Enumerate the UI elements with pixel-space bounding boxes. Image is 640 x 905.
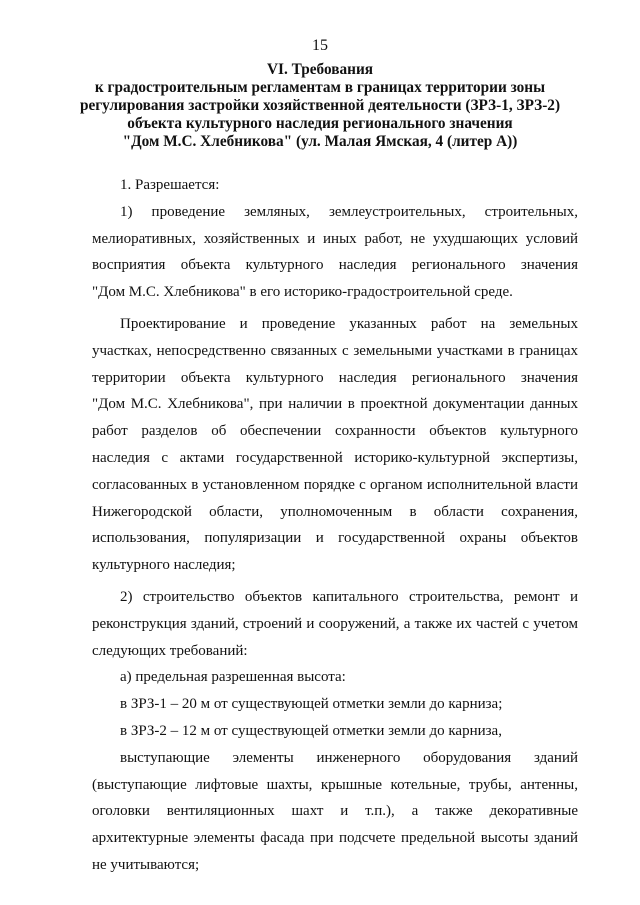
text-line: участках, непосредственно связанных с земельными участками в границах — [92, 342, 578, 359]
text-line: восприятия объекта культурного наследия регионального значения — [92, 257, 578, 274]
text-line: 1) проведение земляных, землеустроительных, строительных, — [120, 203, 578, 220]
text-line: культурного наследия; — [92, 557, 236, 574]
zrz-2-height: в ЗРЗ-2 – 12 м от существующей отметки земли до карниза, — [120, 722, 502, 739]
heading-line: объекта культурного наследия регионального значения — [127, 115, 513, 132]
text-line: выступающие элементы инженерного оборудования зданий — [120, 749, 578, 766]
text-line: согласованных в установленном порядке с органом исполнительной власти — [92, 476, 578, 493]
item-1-paragraph-2 — [92, 311, 578, 579]
text-line: "Дом М.С. Хлебникова", при наличии в проектной документации данных — [92, 396, 578, 413]
text-line: территории объекта культурного наследия регионального значения — [92, 369, 578, 386]
section-heading — [70, 61, 570, 151]
document-body — [92, 172, 578, 879]
height-exceptions — [92, 745, 578, 879]
text-line: следующих требований: — [92, 642, 248, 659]
text-line: архитектурные элементы фасада при подсчете предельной высоты зданий — [92, 830, 578, 847]
zrz-1-height: в ЗРЗ-1 – 20 м от существующей отметки земли до карниза; — [120, 696, 503, 713]
height-requirements — [92, 664, 578, 744]
text-line: использования, популяризации и государственной охраны объектов — [92, 530, 578, 547]
item-1-subitem-2 — [92, 584, 578, 664]
text-line: реконструкция зданий, строений и сооружений, а также их частей с учетом — [92, 615, 578, 632]
text-line: Нижегородской области, уполномоченным в области сохранения, — [92, 503, 578, 520]
text-line: 1. Разрешается: — [120, 177, 220, 193]
heading-line: VI. Требования — [266, 61, 374, 78]
heading-line: к градостроительным регламентам в границах территории зоны — [94, 79, 546, 96]
text-line: мелиоративных, хозяйственных и иных работ, не ухудшающих условий — [92, 230, 578, 247]
item-1-subitem-1 — [92, 199, 578, 306]
text-line: (выступающие лифтовые шахты, крышные котельные, трубы, антенны, — [92, 776, 578, 793]
text-line: Проектирование и проведение указанных работ на земельных — [120, 315, 578, 332]
text-line: "Дом М.С. Хлебникова" в его историко-градостроительной среде. — [92, 284, 513, 301]
page-number: 15 — [312, 37, 328, 54]
text-line: 2) строительство объектов капитального строительства, ремонт и — [120, 588, 578, 605]
heading-line: "Дом М.С. Хлебникова" (ул. Малая Ямская, 4 (литер А)) — [122, 133, 518, 150]
heading-line: регулирования застройки хозяйственной деятельности (ЗРЗ-1, ЗРЗ-2) — [79, 97, 561, 114]
item-1-title — [92, 172, 578, 199]
text-line: наследия с актами государственной историко-культурной экспертизы, — [92, 449, 578, 466]
text-line: не учитываются; — [92, 856, 200, 873]
text-line: оголовки вентиляционных шахт и т.п.), а также декоративные — [92, 803, 578, 820]
text-line: а) предельная разрешенная высота: — [120, 669, 346, 686]
text-line: работ разделов об обеспечении сохранности объектов культурного — [92, 423, 578, 440]
